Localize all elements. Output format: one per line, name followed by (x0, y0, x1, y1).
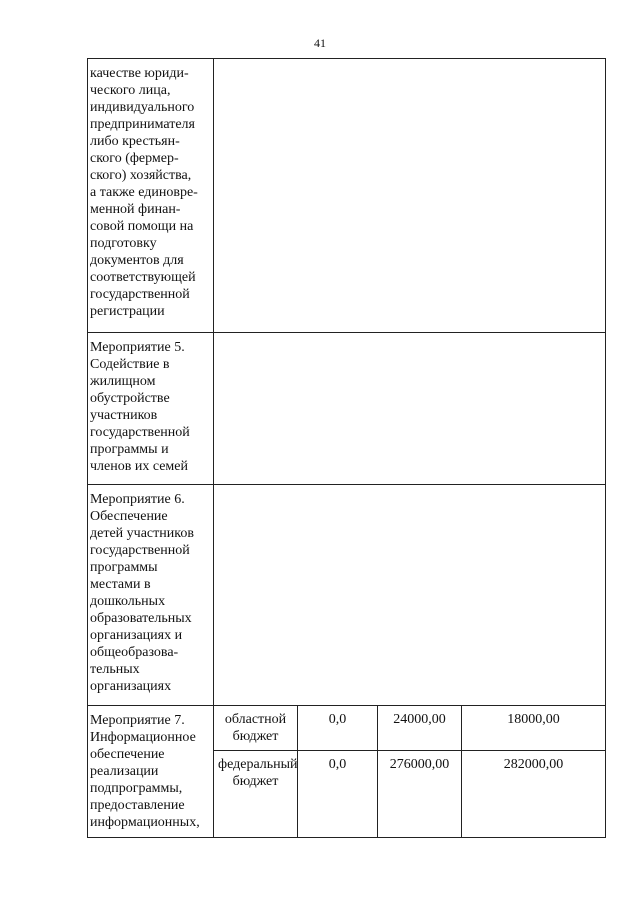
empty-data-cell (214, 333, 606, 485)
empty-data-cell (214, 59, 606, 333)
funding-value-cell: 282000,00 (462, 751, 606, 838)
funding-value-cell: 276000,00 (378, 751, 462, 838)
table-row (88, 706, 606, 751)
funding-source-cell: областной бюджет (214, 706, 298, 751)
program-activities-table (87, 58, 606, 838)
table-row (88, 59, 606, 333)
activity-7-cell: Мероприятие 7. Информационное обеспечение реализации подпрограммы, предоставление информационных, (88, 706, 214, 838)
activity-6-cell: Мероприятие 6. Обеспечение детей участников государственной программы местами в дошкольных образовательных организациях и общеобразова- тельных организациях (88, 485, 214, 706)
page-number: 41 (314, 36, 326, 50)
empty-data-cell (214, 485, 606, 706)
table-row (88, 333, 606, 485)
funding-value-cell: 18000,00 (462, 706, 606, 751)
funding-value-cell: 0,0 (298, 751, 378, 838)
activity-5-cell: Мероприятие 5. Содействие в жилищном обустройстве участников государственной программы и членов их семей (88, 333, 214, 485)
funding-value-cell: 0,0 (298, 706, 378, 751)
table-row (88, 485, 606, 706)
activity-description-cell: качестве юриди- ческого лица, индивидуального предпринимателя либо крестьян- ского (фермер- ского) хозяйства, а также единовре- менной финан- совой помощи на подготовку документов для соответствующей государственной регистрации (88, 59, 214, 333)
funding-value-cell: 24000,00 (378, 706, 462, 751)
funding-source-cell: федеральный бюджет (214, 751, 298, 838)
